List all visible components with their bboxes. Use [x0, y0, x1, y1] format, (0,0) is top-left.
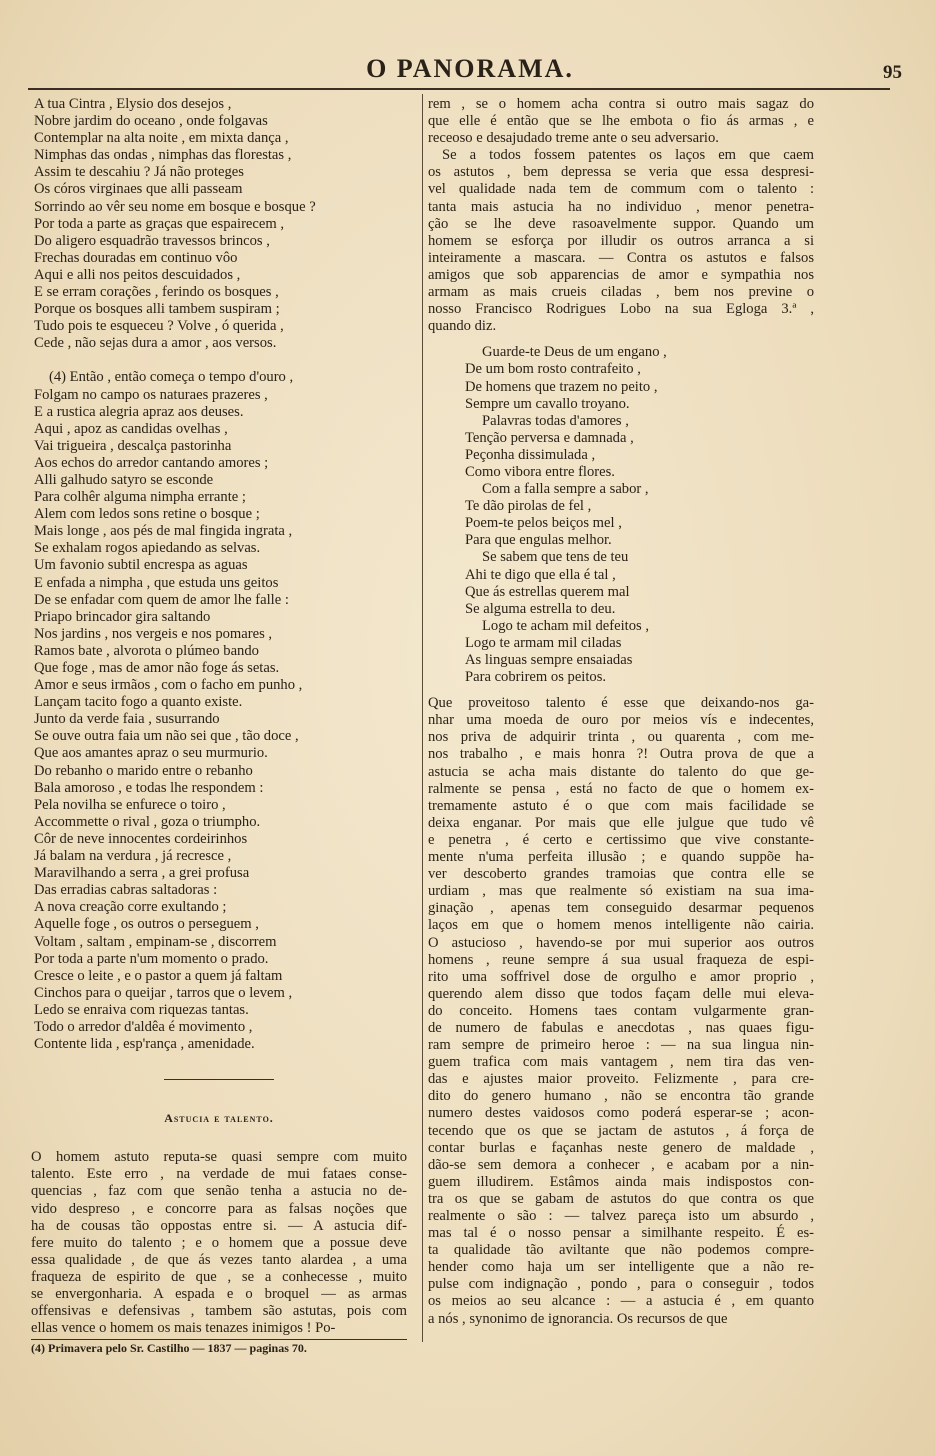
- verse-line: Alli galhudo satyro se esconde: [34, 471, 214, 488]
- text-line: vel qualidade nada tem de commum com o talento :: [428, 181, 814, 198]
- verse-line: Por toda a parte as graças que espairecem ,: [34, 215, 285, 232]
- text-line: O homem astuto reputa-se quasi sempre com muito: [31, 1149, 407, 1166]
- verse-line: Se exhalam rogos apiedando as selvas.: [34, 540, 261, 557]
- verse-line: Um favonio subtil encrespa as aguas: [34, 557, 248, 574]
- text-line: offensivas e defensivas , tambem são astutas, pois com: [31, 1303, 407, 1320]
- section-title: Astucia e talento.: [164, 1111, 274, 1126]
- verse-line: E a rustica alegria apraz aos deuses.: [34, 403, 244, 420]
- verse-line: De um bom rosto contrafeito ,: [465, 361, 641, 378]
- text-line: do conceito. Homens taes contam vulgarmente gran-: [428, 1002, 814, 1019]
- text-line: armam as mais crueis ciladas , bem nos previne o: [428, 284, 814, 301]
- text-line: numero destes vaidosos como poderá esperar-se ; acon-: [428, 1105, 814, 1122]
- verse-line: Para colhêr alguma nimpha errante ;: [34, 489, 246, 506]
- text-line: homem se esforça por illudir os outros arranca a si: [428, 232, 814, 249]
- text-line: nos priva de adquirir trinta , ou quarenta , com me-: [428, 729, 814, 746]
- verse-line: Todo o arredor d'aldêa é movimento ,: [34, 1018, 253, 1035]
- verse-line: Do rebanho o marido entre o rebanho: [34, 762, 253, 779]
- verse-line: Com a falla sempre a sabor ,: [482, 481, 649, 498]
- header-rule: [28, 88, 890, 90]
- verse-line: Porque os bosques alli tambem suspiram ;: [34, 301, 280, 318]
- masthead-title: O PANORAMA.: [366, 54, 574, 83]
- verse-line: Bala amoroso , e todas lhe respondem :: [34, 779, 264, 796]
- verse-line: Nimphas das ondas , nimphas das florestas ,: [34, 147, 292, 164]
- text-line: vido despreso , e concorre para as falsas noções que: [31, 1200, 407, 1217]
- verse-line: E se erram corações , ferindo os bosques ,: [34, 284, 279, 301]
- verse-line: Amor e seus irmãos , com o facho em punho ,: [34, 677, 303, 694]
- verse-line: A nova creação corre exultando ;: [34, 899, 227, 916]
- verse-line: Das erradias cabras saltadoras :: [34, 882, 218, 899]
- text-line: os astutos , bem depressa se veria que essa despresi-: [428, 164, 814, 181]
- verse-line: Lançam tacito fogo a quanto existe.: [34, 694, 243, 711]
- article-astucia-start: [31, 1149, 407, 1337]
- verse-line: Nos jardins , nos vergeis e nos pomares ,: [34, 625, 273, 642]
- text-line: amigos que sob apparencias de amor e sympathia nos: [428, 266, 814, 283]
- text-line: realmente o são : — talvez pareça isto um absurdo ,: [428, 1208, 814, 1224]
- text-line: Que proveitoso talento é esse que deixando-nos ga-: [428, 695, 814, 712]
- verse-line: Nobre jardim do oceano , onde folgavas: [34, 113, 268, 130]
- verse-line: Contemplar na alta noite , em mixta dança ,: [34, 130, 289, 147]
- verse-line: Por toda a parte n'um momento o prado.: [34, 950, 269, 967]
- verse-line: Sorrindo ao vêr seu nome em bosque e bosque ?: [34, 198, 316, 215]
- verse-line: Frechas douradas em continuo vôo: [34, 249, 238, 266]
- verse-line: E enfada a nimpha , que estuda uns geitos: [34, 574, 279, 591]
- text-line: a nós , synonimo de ignorancia. Os recursos de que: [428, 1310, 728, 1327]
- text-line: guem trafica com mais vantagem , nem tira das ven-: [428, 1054, 814, 1071]
- text-line: tremamente astuto é o que com mais facilidade se: [428, 797, 814, 814]
- verse-line: De homens que trazem no peito ,: [465, 378, 658, 395]
- page-header: [30, 54, 910, 88]
- verse-line: Priapo brincador gira saltando: [34, 608, 211, 625]
- verse-line: Guarde-te Deus de um engano ,: [482, 344, 667, 361]
- verse-line: Maravilhando a serra , a grei profusa: [34, 865, 250, 882]
- text-line: guem illudirem. Estâmos ainda mais indispostos con-: [428, 1173, 814, 1190]
- text-line: mente n'uma perfeita illusão ; e quando suppõe ha-: [428, 849, 814, 866]
- article-paragraph-2: [428, 147, 814, 335]
- text-line: tecendo que os que se jactam de astutos , á força de: [428, 1122, 814, 1139]
- poem-cintra: [31, 96, 407, 352]
- verse-line: Como vibora entre flores.: [465, 463, 615, 480]
- text-line: nhar uma moeda de ouro por meios vís e indecentes,: [428, 712, 814, 729]
- text-line: tanta mais astucia ha no individuo , menor penetra-: [428, 198, 814, 215]
- verse-line: Para cobrirem os peitos.: [465, 669, 607, 686]
- text-line: rito uma soffrivel dose de orgulho e amor proprio ,: [428, 968, 814, 985]
- verse-line: Côr de neve innocentes cordeirinhos: [34, 830, 248, 847]
- text-line: ellas vence o homem os mais tenazes inimigos ! Po-: [31, 1320, 336, 1337]
- verse-line: Accommette o rival , goza o triumpho.: [34, 813, 261, 830]
- verse-line: Que ás estrellas querem mal: [465, 583, 630, 600]
- text-line: fere muito do talento ; e o homem que a possue deve: [31, 1234, 407, 1251]
- section-divider: [164, 1079, 274, 1080]
- verse-line: Assim te descahiu ? Já não proteges: [34, 164, 244, 181]
- text-line: que elle é então que se lhe embota o fio ás armas , e: [428, 113, 814, 130]
- verse-line: Cresce o leite , e o pastor a quem já faltam: [34, 967, 283, 984]
- verse-line: Para que engulas melhor.: [465, 532, 612, 549]
- text-line: ção se lhe deve rasoavelmente suppor. Quando um: [428, 215, 814, 232]
- text-line: de numero de fabulas e anecdotas , nas quaes figu-: [428, 1019, 814, 1036]
- verse-line: Logo te acham mil defeitos ,: [482, 617, 649, 634]
- text-line: deixa enganar. Por mais que elle julgue que tudo vê: [428, 814, 814, 831]
- verse-line: Voltam , saltam , empinam-se , discorrem: [34, 933, 277, 950]
- text-line: urdiam , mas que realmente só existiam na sua ima-: [428, 883, 814, 900]
- text-line: quencias , faz com que senão tenha a astucia no de-: [31, 1183, 407, 1200]
- text-line: ver descoberto grandes tramoias que contra elle se: [428, 866, 814, 883]
- text-line: contar burlas e façanhas neste genero de maldade ,: [428, 1139, 814, 1156]
- verse-line: Poem-te pelos beiços mel ,: [465, 515, 622, 532]
- column-divider: [422, 94, 423, 1342]
- verse-line: Se alguma estrella to deu.: [465, 600, 616, 617]
- verse-line: Alem com ledos sons retine o bosque ;: [34, 506, 260, 523]
- verse-line: Aquelle foge , os outros o perseguem ,: [34, 916, 259, 933]
- verse-line: Pela novilha se enfurece o toiro ,: [34, 796, 226, 813]
- verse-line: De se enfadar com quem de amor lhe falle :: [34, 591, 289, 608]
- verse-line: Ramos bate , alvorota o plúmeo bando: [34, 642, 259, 659]
- verse-line: Logo te armam mil ciladas: [465, 634, 622, 651]
- verse-line: Tudo pois te esqueceu ? Volve , ó querida ,: [34, 318, 284, 335]
- text-line: pulse com indignação , pondo , para o conseguir , todos: [428, 1276, 814, 1293]
- verse-line: Junto da verde faia , susurrando: [34, 711, 220, 728]
- text-line: astucia se acha mais distante do talento do que ge-: [428, 763, 814, 780]
- verse-line: Folgam no campo os naturaes prazeres ,: [34, 386, 268, 403]
- text-line: nos trabalho , e mais honra ?! Outra prova de que a: [428, 746, 814, 763]
- verse-line: Os córos virginaes que alli passeam: [34, 181, 243, 198]
- text-line: Se a todos fossem patentes os laços em que caem: [442, 147, 814, 164]
- verse-line: Te dão pirolas de fel ,: [465, 498, 592, 515]
- verse-line: Peçonha dissimulada ,: [465, 446, 596, 463]
- verse-line: Cinchos para o queijar , tarros que o levem ,: [34, 984, 293, 1001]
- verse-line: Tenção perversa e damnada ,: [465, 429, 634, 446]
- text-line: mas tal é o nosso pensar a similhante respeito. É es-: [428, 1225, 814, 1242]
- verse-line: Se sabem que tens de teu: [482, 549, 629, 566]
- article-continuation: [428, 96, 814, 147]
- text-line: e penetra , é certo e certissimo que vive constante-: [428, 831, 814, 848]
- text-line: inteiramente a mascara. — Contra os astutos e falsos: [428, 249, 814, 266]
- verse-line: (4) Então , então começa o tempo d'ouro ,: [49, 369, 294, 386]
- verse-line: Que aos amantes apraz o seu murmurio.: [34, 745, 268, 762]
- page-number: 95: [883, 62, 902, 83]
- right-column: [428, 96, 814, 1328]
- article-paragraph-3: [428, 695, 814, 1327]
- left-column: [31, 96, 407, 1357]
- text-line: rem , se o homem acha contra si outro mais sagaz do: [428, 96, 814, 112]
- verse-line: A tua Cintra , Elysio dos desejos ,: [34, 96, 232, 112]
- verse-line: Palavras todas d'amores ,: [482, 412, 629, 429]
- egloga-verse: [428, 344, 814, 686]
- verse-line: Aos echos do arredor cantando amores ;: [34, 454, 269, 471]
- text-line: tra os que se gabam de astutos do que contra os que: [428, 1190, 814, 1207]
- text-line: talento. Este erro , na verdade de mui fataes conse-: [31, 1166, 407, 1183]
- footnote: (4) Primavera pelo Sr. Castilho — 1837 — paginas 70.: [31, 1341, 307, 1356]
- verse-line: Ledo se enraiva com riquezas tantas.: [34, 1001, 249, 1018]
- text-line: ram sempre de primeiro heroe : — na sua lingua nin-: [428, 1037, 814, 1054]
- poem-primavera: [31, 369, 407, 1053]
- text-line: dão-se sem demora a conhecer , e acabam por a nin-: [428, 1156, 814, 1173]
- text-line: laços em que o homem menos intelligente não cairia.: [428, 917, 814, 934]
- text-line: nosso Francisco Rodrigues Lobo na sua Egloga 3.ª ,: [428, 301, 814, 318]
- verse-line: Cede , não sejas dura a amor , aos versos.: [34, 335, 277, 352]
- text-line: das e ajustes maior proveito. Felizmente , para cre-: [428, 1071, 814, 1088]
- verse-line: Já balam na verdura , já recresce ,: [34, 848, 232, 865]
- text-line: ginação , apenas tem conseguido desarmar pequenos: [428, 900, 814, 917]
- text-line: fraqueza de espirito de que , se a conhecesse , muito: [31, 1268, 407, 1285]
- verse-line: As linguas sempre ensaiadas: [465, 652, 633, 668]
- text-line: homens , reune sempre á sua usual fraqueza de espi-: [428, 951, 814, 968]
- verse-line: Se ouve outra faia um não sei que , tão doce ,: [34, 728, 299, 745]
- text-line: quando diz.: [428, 318, 497, 335]
- verse-line: Mais longe , aos pés de mal fingida ingrata ,: [34, 523, 293, 540]
- verse-line: Aqui e alli nos peitos descuidados ,: [34, 266, 241, 283]
- text-line: receoso e desajudado treme ante o seu adversario.: [428, 130, 719, 147]
- text-line: ha de cousas tão oppostas entre si. — A astucia dif-: [31, 1217, 407, 1234]
- text-line: O astucioso , havendo-se por mui superior aos outros: [428, 934, 814, 951]
- verse-line: Do aligero esquadrão travessos brincos ,: [34, 232, 270, 249]
- text-line: essa qualidade , de que ás vezes tanto alardea , a uma: [31, 1251, 407, 1268]
- verse-line: Contente lida , esp'rança , amenidade.: [34, 1036, 255, 1053]
- verse-line: Que foge , mas de amor não foge ás setas.: [34, 660, 280, 676]
- text-line: os meios ao seu alcance : — a astucia é , em quanto: [428, 1293, 814, 1310]
- verse-line: Aqui , apoz as candidas ovelhas ,: [34, 420, 228, 437]
- text-line: ralmente se pensa , está no facto de que o homem ex-: [428, 780, 814, 797]
- text-line: hender como haja um ser intelligente que a não re-: [428, 1259, 814, 1276]
- verse-line: Vai trigueira , descalça pastorinha: [34, 437, 232, 454]
- verse-line: Ahi te digo que ella é tal ,: [465, 566, 616, 583]
- text-line: se envergonharia. A espada e o broquel — as armas: [31, 1286, 407, 1302]
- verse-line: Sempre um cavallo troyano.: [465, 395, 630, 412]
- text-line: querendo alem disso que todos façam delle mui eleva-: [428, 985, 814, 1002]
- text-line: ta qualidade tão aviltante que não podemos compre-: [428, 1242, 814, 1259]
- text-line: dito do genero humano , não se encontra tão grande: [428, 1088, 814, 1105]
